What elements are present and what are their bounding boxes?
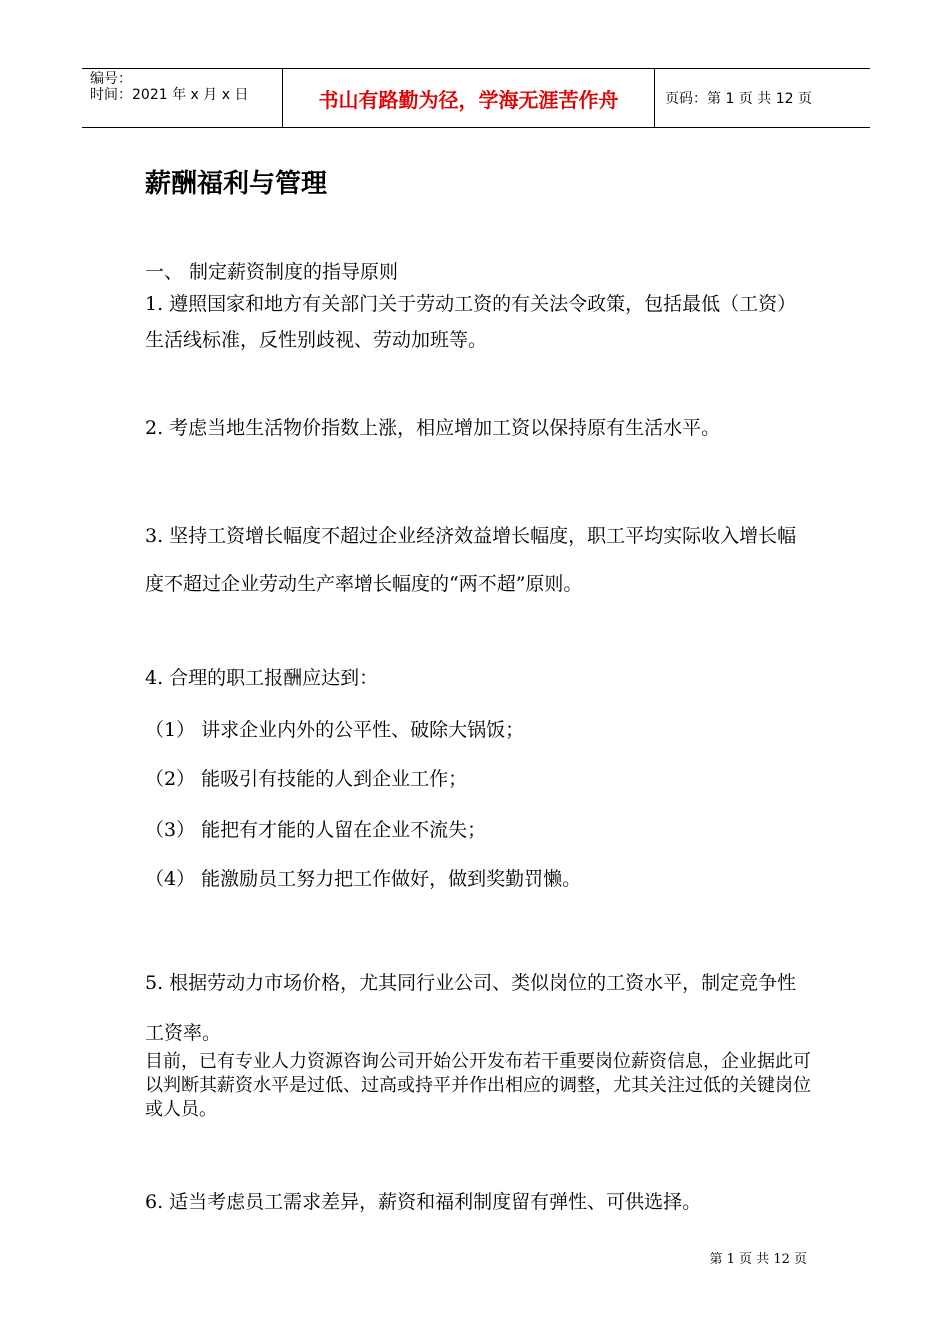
principle-5: 5. 根据劳动力市场价格，尤其同行业公司、类似岗位的工资水平，制定竞争性工资率。: [145, 972, 797, 1044]
number-label: 编号：: [90, 71, 132, 87]
doc-title: 薪酬福利与管理: [145, 169, 328, 199]
principle-3: 3. 坚持工资增长幅度不超过企业经济效益增长幅度，职工平均实际收入增长幅度不超过企业劳动生产率增长幅度的“两不超”原则。: [145, 525, 797, 595]
section-heading: 一、 制定薪资制度的指导原则: [145, 261, 399, 283]
page-header: [82, 68, 870, 128]
principle-5-note: 目前，已有专业人力资源咨询公司开始公开发布若干重要岗位薪资信息，企业据此可以判断其薪资水平是过低、过高或持平并作出相应的调整，尤其关注过低的关键岗位或人员。: [145, 1051, 811, 1120]
principle-4-sub-4: （4） 能激励员工努力把工作做好，做到奖勤罚懒。: [145, 868, 582, 890]
header-motto: 书山有路勤为径，学海无涯苦作舟: [282, 69, 655, 127]
header-meta: [82, 69, 282, 127]
header-page-info: 页码：第 1 页 共 12 页: [665, 91, 812, 107]
time-label: 时间：2021 年 x 月 x 日: [90, 87, 249, 103]
principle-4-sub-1: （1） 讲求企业内外的公平性、破除大锅饭；: [145, 719, 525, 741]
principle-6: 6. 适当考虑员工需求差异，薪资和福利制度留有弹性、可供选择。: [145, 1191, 702, 1213]
principle-4: 4. 合理的职工报酬应达到：: [145, 667, 379, 689]
principle-4-sub-3: （3） 能把有才能的人留在企业不流失；: [145, 819, 487, 841]
page-footer: 第 1 页 共 12 页: [709, 1252, 807, 1267]
principle-2: 2. 考虑当地生活物价指数上涨，相应增加工资以保持原有生活水平。: [145, 417, 721, 439]
principle-1: 1. 遵照国家和地方有关部门关于劳动工资的有关法令政策，包括最低（工资）生活线标准，反性别歧视、劳动加班等。: [145, 293, 797, 351]
principle-4-sub-2: （2） 能吸引有技能的人到企业工作；: [145, 768, 468, 790]
